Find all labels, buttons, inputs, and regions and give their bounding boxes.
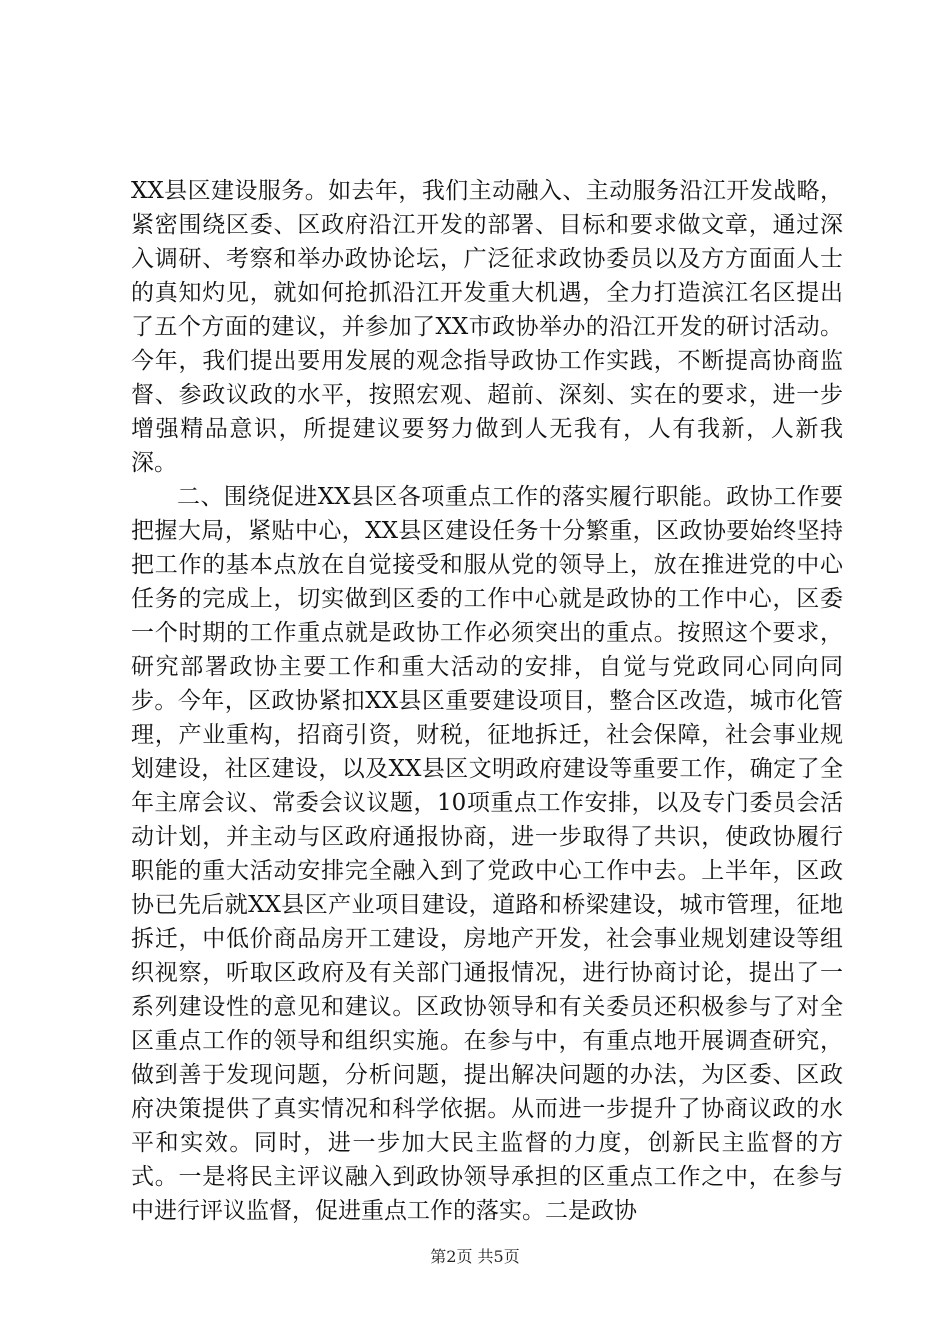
paragraph-2: 二、围绕促进XX县区各项重点工作的落实履行职能。政协工作要把握大局，紧贴中心，XX县区建设任务十分繁重，区政协要始终坚持把工作的基本点放在自觉接受和服从党的领导上，放在推进党的中心任务的完成上，切实做到区委的工作中心就是政协的工作中心，区委一个时期的工作重点就是政协工作必须突出的重点。按照这个要求，研究部署政协主要工作和重大活动的安排，自觉与党政同心同向同步。今年，区政协紧扣XX县区重要建设项目，整合区改造，城市化管理，产业重构，招商引资，财税，征地拆迁，社会保障，社会事业规划建设，社区建设，以及XX县区文明政府建设等重要工作，确定了全年主席会议、常委会议议题，10项重点工作安排，以及专门委员会活动计划，并主动与区政府通报协商，进一步取得了共识，使政协履行职能的重大活动安排完全融入到了党政中心工作中去。上半年，区政协已先后就XX县区产业项目建设，道路和桥梁建设，城市管理，征地拆迁，中低价商品房开工建设，房地产开发，社会事业规划建设等组织视察，听取区政府及有关部门通报情况，进行协商讨论，提出了一系列建设性的意见和建议。区政协领导和有关委员还积极参与了对全区重点工作的领导和组织实施。在参与中，有重点地开展调查研究，做到善于发现问题，分析问题，提出解决问题的办法，为区委、区政府决策提供了真实情况和科学依据。从而进一步提升了协商议政的水平和实效。同时，进一步加大民主监督的力度，创新民主监督的方式。一是将民主评议融入到政协领导承担的区重点工作之中，在参与中进行评议监督，促进重点工作的落实。二是政协: [131, 484, 843, 1224]
paragraph-1: XX县区建设服务。如去年，我们主动融入、主动服务沿江开发战略，紧密围绕区委、区政府沿江开发的部署、目标和要求做文章，通过深入调研、考察和举办政协论坛，广泛征求政协委员以及方方面面人士的真知灼见，就如何抢抓沿江开发重大机遇，全力打造滨江名区提出了五个方面的建议，并参加了XX市政协举办的沿江开发的研讨活动。今年，我们提出要用发展的观念指导政协工作实践，不断提高协商监督、参政议政的水平，按照宏观、超前、深刻、实在的要求，进一步增强精品意识，所提建议要努力做到人无我有，人有我新，人新我深。: [131, 178, 843, 476]
page-number-footer: 第2页 共5页: [430, 1247, 520, 1266]
document-body: [131, 174, 843, 1228]
